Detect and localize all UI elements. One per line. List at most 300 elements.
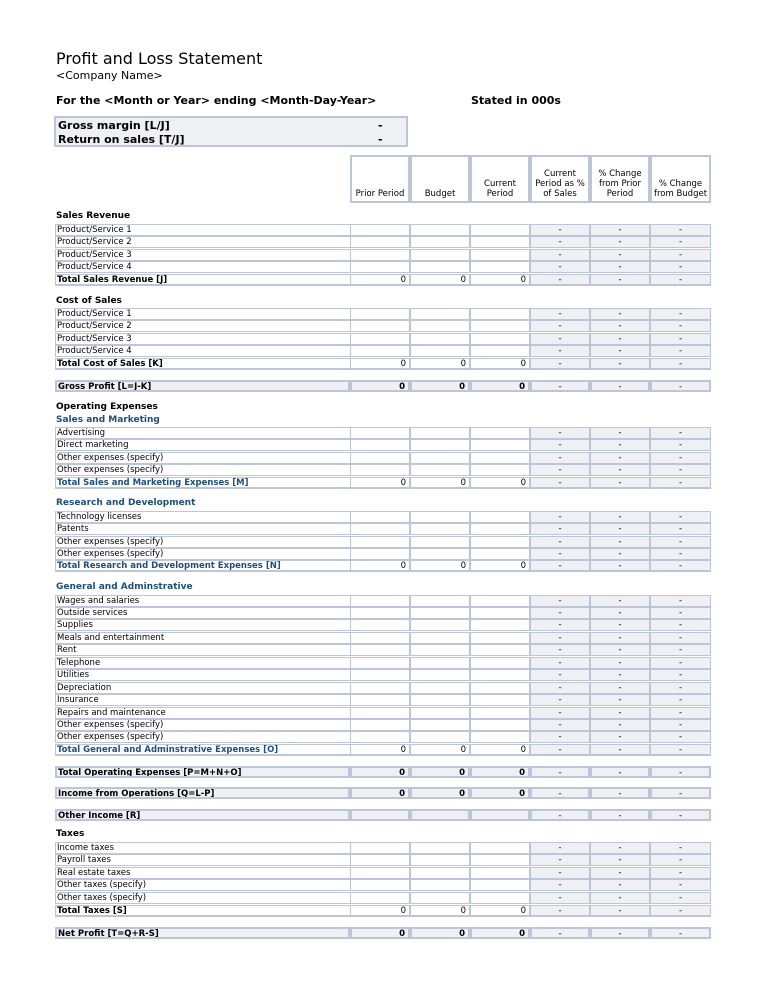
current-period-cell[interactable]: 0 (470, 905, 530, 917)
pct-of-sales-cell[interactable]: - (530, 536, 590, 548)
prior-period-cell[interactable]: 0 (350, 905, 410, 917)
pct-of-sales-cell[interactable]: - (530, 867, 590, 879)
prior-period-cell[interactable] (350, 879, 410, 891)
budget-cell[interactable] (410, 809, 470, 821)
pct-of-sales-cell[interactable]: - (530, 892, 590, 904)
pct-of-sales-cell[interactable]: - (530, 787, 590, 799)
change-prior-cell[interactable]: - (590, 809, 650, 821)
current-period-cell[interactable] (470, 719, 530, 731)
prior-period-cell[interactable] (350, 607, 410, 619)
change-prior-cell[interactable]: - (590, 632, 650, 644)
change-prior-cell[interactable]: - (590, 345, 650, 357)
gross-margin-label: Gross margin [L/J] (58, 119, 170, 132)
pct-of-sales-cell[interactable]: - (530, 842, 590, 854)
prior-period-cell[interactable] (350, 261, 410, 273)
prior-period-cell[interactable] (350, 236, 410, 248)
change-prior-cell[interactable]: - (590, 464, 650, 476)
current-period-cell[interactable] (470, 809, 530, 821)
current-period-cell[interactable] (470, 731, 530, 743)
change-budget-cell[interactable]: - (650, 694, 711, 706)
prior-period-cell[interactable] (350, 809, 410, 821)
change-prior-cell[interactable]: - (590, 927, 650, 939)
pct-of-sales-cell[interactable]: - (530, 669, 590, 681)
budget-cell[interactable] (410, 548, 470, 560)
prior-period-cell[interactable] (350, 548, 410, 560)
pct-of-sales-cell[interactable]: - (530, 523, 590, 535)
prior-period-cell[interactable] (350, 536, 410, 548)
prior-period-cell[interactable] (350, 249, 410, 261)
prior-period-cell[interactable] (350, 439, 410, 451)
budget-cell[interactable] (410, 345, 470, 357)
ga-row (55, 607, 711, 619)
pct-of-sales-cell[interactable]: - (530, 439, 590, 451)
current-period-cell[interactable]: 0 (470, 274, 530, 286)
budget-cell[interactable] (410, 682, 470, 694)
prior-period-cell[interactable] (350, 682, 410, 694)
budget-cell[interactable] (410, 308, 470, 320)
pct-of-sales-cell[interactable]: - (530, 464, 590, 476)
ga-row (55, 619, 711, 631)
budget-cell[interactable] (410, 427, 470, 439)
row-label: Total Sales and Marketing Expenses [M] (55, 477, 350, 489)
budget-cell[interactable]: 0 (410, 477, 470, 489)
change-budget-cell[interactable]: - (650, 809, 711, 821)
current-period-cell[interactable] (470, 879, 530, 891)
change-budget-cell[interactable]: - (650, 766, 711, 778)
row-label: Product/Service 1 (55, 224, 350, 236)
budget-cell[interactable] (410, 892, 470, 904)
total-sales-marketing-row (55, 477, 711, 489)
change-budget-cell[interactable]: - (650, 595, 711, 607)
current-period-cell[interactable] (470, 669, 530, 681)
pct-of-sales-cell[interactable]: - (530, 358, 590, 370)
budget-cell[interactable] (410, 595, 470, 607)
change-budget-cell[interactable]: - (650, 333, 711, 345)
prior-period-cell[interactable]: 0 (350, 358, 410, 370)
budget-cell[interactable] (410, 464, 470, 476)
prior-period-cell[interactable] (350, 731, 410, 743)
change-prior-cell[interactable]: - (590, 308, 650, 320)
pct-of-sales-cell[interactable]: - (530, 619, 590, 631)
change-prior-cell[interactable]: - (590, 548, 650, 560)
change-prior-cell[interactable]: - (590, 657, 650, 669)
prior-period-cell[interactable]: 0 (350, 766, 410, 778)
change-prior-cell[interactable]: - (590, 879, 650, 891)
change-budget-cell[interactable]: - (650, 274, 711, 286)
current-period-cell[interactable] (470, 345, 530, 357)
change-budget-cell[interactable]: - (650, 644, 711, 656)
change-prior-cell[interactable]: - (590, 452, 650, 464)
change-budget-cell[interactable]: - (650, 632, 711, 644)
pct-of-sales-cell[interactable]: - (530, 632, 590, 644)
row-label: Total Taxes [S] (55, 905, 350, 917)
pct-of-sales-cell[interactable]: - (530, 644, 590, 656)
pct-of-sales-cell[interactable]: - (530, 694, 590, 706)
change-prior-cell[interactable]: - (590, 427, 650, 439)
prior-period-cell[interactable]: 0 (350, 274, 410, 286)
current-period-cell[interactable] (470, 320, 530, 332)
change-budget-cell[interactable]: - (650, 867, 711, 879)
budget-cell[interactable] (410, 320, 470, 332)
pct-of-sales-cell[interactable]: - (530, 274, 590, 286)
budget-cell[interactable]: 0 (410, 744, 470, 756)
change-budget-cell[interactable]: - (650, 879, 711, 891)
current-period-cell[interactable] (470, 842, 530, 854)
pct-of-sales-cell[interactable]: - (530, 236, 590, 248)
current-period-cell[interactable] (470, 607, 530, 619)
current-period-cell[interactable] (470, 427, 530, 439)
current-period-cell[interactable] (470, 333, 530, 345)
budget-cell[interactable]: 0 (410, 274, 470, 286)
change-budget-cell[interactable]: - (650, 236, 711, 248)
change-budget-cell[interactable]: - (650, 657, 711, 669)
change-budget-cell[interactable]: - (650, 224, 711, 236)
pct-of-sales-cell[interactable]: - (530, 744, 590, 756)
change-prior-cell[interactable]: - (590, 607, 650, 619)
change-budget-cell[interactable]: - (650, 619, 711, 631)
change-budget-cell[interactable]: - (650, 842, 711, 854)
change-prior-cell[interactable]: - (590, 619, 650, 631)
total-rd-row (55, 560, 711, 572)
pct-of-sales-cell[interactable]: - (530, 452, 590, 464)
change-prior-cell[interactable]: - (590, 511, 650, 523)
current-period-cell[interactable] (470, 464, 530, 476)
budget-cell[interactable] (410, 619, 470, 631)
current-period-cell[interactable] (470, 619, 530, 631)
row-label: Outside services (55, 607, 350, 619)
budget-cell[interactable] (410, 333, 470, 345)
budget-cell[interactable] (410, 536, 470, 548)
change-prior-cell[interactable]: - (590, 536, 650, 548)
current-period-cell[interactable] (470, 536, 530, 548)
ga-row (55, 719, 711, 731)
change-budget-cell[interactable]: - (650, 548, 711, 560)
pct-of-sales-cell[interactable]: - (530, 511, 590, 523)
prior-period-cell[interactable]: 0 (350, 927, 410, 939)
current-period-cell[interactable] (470, 632, 530, 644)
current-period-cell[interactable]: 0 (470, 744, 530, 756)
change-prior-cell[interactable]: - (590, 766, 650, 778)
budget-cell[interactable] (410, 644, 470, 656)
pct-of-sales-cell[interactable]: - (530, 657, 590, 669)
prior-period-cell[interactable] (350, 892, 410, 904)
current-period-cell[interactable] (470, 644, 530, 656)
prior-period-cell[interactable] (350, 657, 410, 669)
change-prior-cell[interactable]: - (590, 320, 650, 332)
row-label: Product/Service 4 (55, 261, 350, 273)
change-budget-cell[interactable]: - (650, 477, 711, 489)
current-period-cell[interactable]: 0 (470, 560, 530, 572)
pct-of-sales-cell[interactable]: - (530, 224, 590, 236)
budget-cell[interactable] (410, 719, 470, 731)
budget-cell[interactable] (410, 452, 470, 464)
current-period-cell[interactable] (470, 595, 530, 607)
current-period-cell[interactable] (470, 511, 530, 523)
budget-cell[interactable] (410, 867, 470, 879)
change-budget-cell[interactable]: - (650, 261, 711, 273)
change-budget-cell[interactable]: - (650, 358, 711, 370)
change-prior-cell[interactable]: - (590, 905, 650, 917)
row-label: Payroll taxes (55, 854, 350, 866)
change-budget-cell[interactable]: - (650, 607, 711, 619)
change-prior-cell[interactable]: - (590, 787, 650, 799)
change-budget-cell[interactable]: - (650, 523, 711, 535)
change-budget-cell[interactable]: - (650, 536, 711, 548)
prior-period-cell[interactable]: 0 (350, 477, 410, 489)
pct-of-sales-cell[interactable]: - (530, 548, 590, 560)
change-budget-cell[interactable]: - (650, 892, 711, 904)
change-prior-cell[interactable]: - (590, 523, 650, 535)
budget-cell[interactable]: 0 (410, 766, 470, 778)
row-label: Total Cost of Sales [K] (55, 358, 350, 370)
company-name: <Company Name> (56, 69, 163, 82)
budget-cell[interactable] (410, 523, 470, 535)
pct-of-sales-cell[interactable]: - (530, 333, 590, 345)
col-header-change-prior: % Change from Prior Period (590, 155, 650, 203)
change-budget-cell[interactable]: - (650, 787, 711, 799)
pct-of-sales-cell[interactable]: - (530, 261, 590, 273)
budget-cell[interactable] (410, 236, 470, 248)
col-header-budget: Budget (410, 155, 470, 203)
change-prior-cell[interactable]: - (590, 224, 650, 236)
current-period-cell[interactable] (470, 657, 530, 669)
change-budget-cell[interactable]: - (650, 854, 711, 866)
rd-row (55, 536, 711, 548)
pct-of-sales-cell[interactable]: - (530, 607, 590, 619)
budget-cell[interactable]: 0 (410, 358, 470, 370)
change-budget-cell[interactable]: - (650, 452, 711, 464)
prior-period-cell[interactable] (350, 464, 410, 476)
current-period-cell[interactable]: 0 (470, 477, 530, 489)
sales-row (55, 249, 711, 261)
prior-period-cell[interactable] (350, 644, 410, 656)
pct-of-sales-cell[interactable]: - (530, 380, 590, 392)
pct-of-sales-cell[interactable]: - (530, 308, 590, 320)
change-prior-cell[interactable]: - (590, 842, 650, 854)
prior-period-cell[interactable] (350, 452, 410, 464)
change-budget-cell[interactable]: - (650, 905, 711, 917)
change-prior-cell[interactable]: - (590, 867, 650, 879)
budget-cell[interactable] (410, 632, 470, 644)
current-period-cell[interactable] (470, 867, 530, 879)
prior-period-cell[interactable]: 0 (350, 744, 410, 756)
pct-of-sales-cell[interactable]: - (530, 427, 590, 439)
current-period-cell[interactable] (470, 249, 530, 261)
budget-cell[interactable]: 0 (410, 927, 470, 939)
budget-cell[interactable]: 0 (410, 787, 470, 799)
change-budget-cell[interactable]: - (650, 439, 711, 451)
current-period-cell[interactable]: 0 (470, 380, 530, 392)
change-budget-cell[interactable]: - (650, 308, 711, 320)
col-header-pct-of-sales: Current Period as % of Sales (530, 155, 590, 203)
pct-of-sales-cell[interactable]: - (530, 320, 590, 332)
budget-cell[interactable] (410, 669, 470, 681)
budget-cell[interactable] (410, 249, 470, 261)
prior-period-cell[interactable] (350, 224, 410, 236)
change-prior-cell[interactable]: - (590, 707, 650, 719)
change-prior-cell[interactable]: - (590, 669, 650, 681)
change-budget-cell[interactable]: - (650, 682, 711, 694)
current-period-cell[interactable]: 0 (470, 766, 530, 778)
current-period-cell[interactable] (470, 452, 530, 464)
change-budget-cell[interactable]: - (650, 669, 711, 681)
budget-cell[interactable] (410, 707, 470, 719)
budget-cell[interactable] (410, 694, 470, 706)
budget-cell[interactable]: 0 (410, 905, 470, 917)
pct-of-sales-cell[interactable]: - (530, 707, 590, 719)
prior-period-cell[interactable] (350, 632, 410, 644)
change-prior-cell[interactable]: - (590, 261, 650, 273)
change-prior-cell[interactable]: - (590, 682, 650, 694)
current-period-cell[interactable] (470, 694, 530, 706)
budget-cell[interactable]: 0 (410, 380, 470, 392)
change-prior-cell[interactable]: - (590, 477, 650, 489)
change-budget-cell[interactable]: - (650, 927, 711, 939)
budget-cell[interactable] (410, 439, 470, 451)
prior-period-cell[interactable] (350, 867, 410, 879)
prior-period-cell[interactable] (350, 595, 410, 607)
current-period-cell[interactable] (470, 261, 530, 273)
budget-cell[interactable] (410, 731, 470, 743)
current-period-cell[interactable] (470, 854, 530, 866)
budget-cell[interactable] (410, 607, 470, 619)
current-period-cell[interactable] (470, 224, 530, 236)
change-budget-cell[interactable]: - (650, 731, 711, 743)
change-budget-cell[interactable]: - (650, 719, 711, 731)
prior-period-cell[interactable] (350, 333, 410, 345)
budget-cell[interactable] (410, 261, 470, 273)
prior-period-cell[interactable] (350, 308, 410, 320)
prior-period-cell[interactable] (350, 694, 410, 706)
row-label: Depreciation (55, 682, 350, 694)
pct-of-sales-cell[interactable]: - (530, 249, 590, 261)
current-period-cell[interactable] (470, 707, 530, 719)
pct-of-sales-cell[interactable]: - (530, 477, 590, 489)
gross-margin-value[interactable]: - (378, 119, 383, 132)
change-budget-cell[interactable]: - (650, 249, 711, 261)
current-period-cell[interactable]: 0 (470, 787, 530, 799)
change-budget-cell[interactable]: - (650, 345, 711, 357)
change-budget-cell[interactable]: - (650, 707, 711, 719)
prior-period-cell[interactable] (350, 523, 410, 535)
budget-cell[interactable] (410, 854, 470, 866)
current-period-cell[interactable] (470, 439, 530, 451)
pct-of-sales-cell[interactable]: - (530, 560, 590, 572)
change-prior-cell[interactable]: - (590, 236, 650, 248)
change-budget-cell[interactable]: - (650, 511, 711, 523)
current-period-cell[interactable] (470, 682, 530, 694)
change-prior-cell[interactable]: - (590, 249, 650, 261)
change-budget-cell[interactable]: - (650, 560, 711, 572)
budget-cell[interactable] (410, 879, 470, 891)
budget-cell[interactable]: 0 (410, 560, 470, 572)
prior-period-cell[interactable] (350, 719, 410, 731)
col-header-prior-period: Prior Period (350, 155, 410, 203)
budget-cell[interactable] (410, 657, 470, 669)
section-operating-expenses: Operating Expenses (56, 402, 158, 412)
pct-of-sales-cell[interactable]: - (530, 731, 590, 743)
pct-of-sales-cell[interactable]: - (530, 682, 590, 694)
change-budget-cell[interactable]: - (650, 427, 711, 439)
change-budget-cell[interactable]: - (650, 744, 711, 756)
prior-period-cell[interactable] (350, 842, 410, 854)
change-prior-cell[interactable]: - (590, 694, 650, 706)
change-prior-cell[interactable]: - (590, 854, 650, 866)
prior-period-cell[interactable] (350, 320, 410, 332)
current-period-cell[interactable] (470, 892, 530, 904)
change-prior-cell[interactable]: - (590, 731, 650, 743)
pct-of-sales-cell[interactable]: - (530, 809, 590, 821)
change-prior-cell[interactable]: - (590, 439, 650, 451)
total-sales-revenue-row (55, 274, 711, 286)
net-profit-row (55, 927, 711, 939)
prior-period-cell[interactable] (350, 511, 410, 523)
change-prior-cell[interactable]: - (590, 719, 650, 731)
current-period-cell[interactable] (470, 548, 530, 560)
change-prior-cell[interactable]: - (590, 595, 650, 607)
pct-of-sales-cell[interactable]: - (530, 345, 590, 357)
change-prior-cell[interactable]: - (590, 380, 650, 392)
change-budget-cell[interactable]: - (650, 464, 711, 476)
pct-of-sales-cell[interactable]: - (530, 905, 590, 917)
ga-row (55, 657, 711, 669)
budget-cell[interactable] (410, 842, 470, 854)
prior-period-cell[interactable] (350, 707, 410, 719)
row-label: Product/Service 2 (55, 320, 350, 332)
budget-cell[interactable] (410, 511, 470, 523)
prior-period-cell[interactable]: 0 (350, 787, 410, 799)
change-prior-cell[interactable]: - (590, 274, 650, 286)
change-prior-cell[interactable]: - (590, 560, 650, 572)
pct-of-sales-cell[interactable]: - (530, 719, 590, 731)
pct-of-sales-cell[interactable]: - (530, 766, 590, 778)
prior-period-cell[interactable]: 0 (350, 380, 410, 392)
prior-period-cell[interactable] (350, 854, 410, 866)
change-prior-cell[interactable]: - (590, 644, 650, 656)
return-on-sales-label: Return on sales [T/J] (58, 133, 185, 146)
return-on-sales-value[interactable]: - (378, 133, 383, 146)
current-period-cell[interactable] (470, 523, 530, 535)
row-label: Total Research and Development Expenses [N] (55, 560, 350, 572)
ratio-summary-box (54, 116, 408, 147)
pct-of-sales-cell[interactable]: - (530, 595, 590, 607)
change-budget-cell[interactable]: - (650, 320, 711, 332)
current-period-cell[interactable] (470, 308, 530, 320)
pct-of-sales-cell[interactable]: - (530, 879, 590, 891)
pct-of-sales-cell[interactable]: - (530, 927, 590, 939)
row-label: Telephone (55, 657, 350, 669)
ga-row (55, 644, 711, 656)
row-label: Other taxes (specify) (55, 892, 350, 904)
current-period-cell[interactable]: 0 (470, 358, 530, 370)
change-prior-cell[interactable]: - (590, 744, 650, 756)
prior-period-cell[interactable] (350, 619, 410, 631)
total-ga-row (55, 744, 711, 756)
current-period-cell[interactable]: 0 (470, 927, 530, 939)
change-prior-cell[interactable]: - (590, 892, 650, 904)
change-prior-cell[interactable]: - (590, 333, 650, 345)
prior-period-cell[interactable] (350, 427, 410, 439)
row-label: Advertising (55, 427, 350, 439)
prior-period-cell[interactable] (350, 669, 410, 681)
pct-of-sales-cell[interactable]: - (530, 854, 590, 866)
prior-period-cell[interactable] (350, 345, 410, 357)
change-prior-cell[interactable]: - (590, 358, 650, 370)
prior-period-cell[interactable]: 0 (350, 560, 410, 572)
change-budget-cell[interactable]: - (650, 380, 711, 392)
current-period-cell[interactable] (470, 236, 530, 248)
budget-cell[interactable] (410, 224, 470, 236)
